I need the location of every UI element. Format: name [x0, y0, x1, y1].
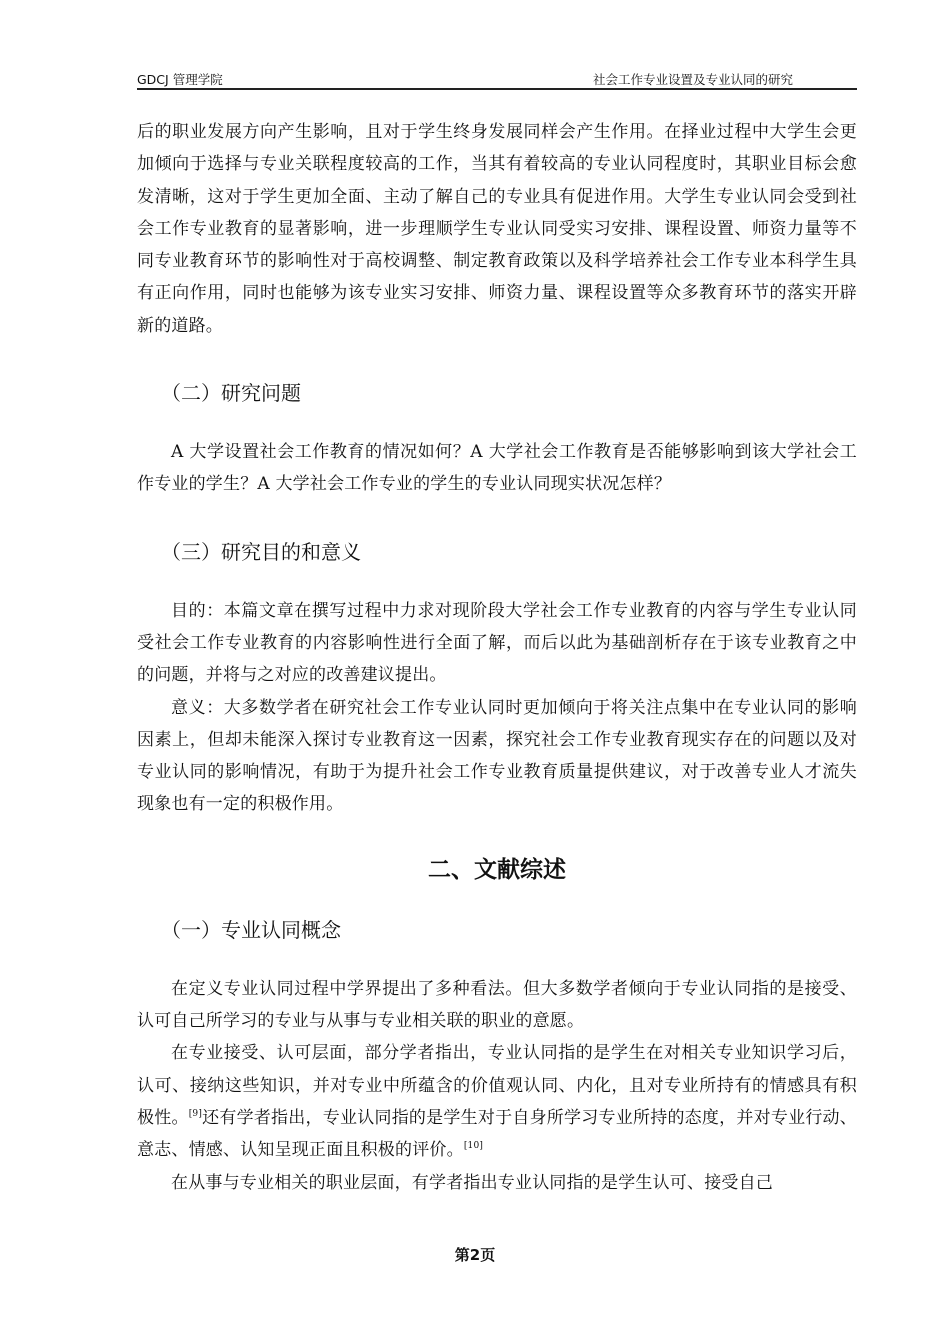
heading-research-questions: （二）研究问题: [161, 381, 301, 406]
page-header: [137, 66, 857, 90]
header-paper-title: 社会工作专业设置及专业认同的研究: [592, 72, 793, 87]
paragraph-acceptance-level: [137, 1037, 857, 1166]
text-acceptance-a: 在专业接受、认可层面，部分学者指出，专业认同指的是学生在对相关专业知识学习后，认可、接纳这些知识，并对专业中所蕴含的价值观认同、内化，且对专业所持有的情感具有积极性。: [137, 1043, 857, 1128]
citation-10: [10]: [463, 1141, 484, 1152]
paragraph-purpose: 目的：本篇文章在撰写过程中力求对现阶段大学社会工作专业教育的内容与学生专业认同受社会工作专业教育的内容影响性进行全面了解，而后以此为基础剖析存在于该专业教育之中的问题，并将与之对应的改善建议提出。: [137, 600, 857, 686]
page-body: [137, 116, 857, 1199]
paragraph-definition: 在定义专业认同过程中学界提出了多种看法。但大多数学者倾向于专业认同指的是接受、认可自己所学习的专业与从事与专业相关联的职业的意愿。: [137, 978, 857, 1032]
heading-identity-concept: （一）专业认同概念: [161, 917, 341, 942]
paragraph-continued: 后的职业发展方向产生影响，且对于学生终身发展同样会产生作用。在择业过程中大学生会更加倾向于选择与专业关联程度较高的工作，当其有着较高的专业认同程度时，其职业目标会愈发清晰，这对于学生更加全面、主动了解自己的专业具有促进作用。大学生专业认同会受到社会工作专业教育的显著影响，进一步理顺学生专业认同受实习安排、课程设置、师资力量等不同专业教育环节的影响性对于高校调整、制定教育政策以及科学培养社会工作专业本科学生具有正向作用，同时也能够为该专业实习安排、师资力量、课程设置等众多教育环节的落实开辟新的道路。: [137, 122, 857, 336]
paragraph-career-level: 在从事与专业相关的职业层面，有学者指出专业认同指的是学生认可、接受自己: [171, 1172, 773, 1193]
paragraph-significance: 意义：大多数学者在研究社会工作专业认同时更加倾向于将关注点集中在专业认同的影响因素上，但却未能深入探讨专业教育这一因素，探究社会工作专业教育现实存在的问题以及对专业认同的影响情况，有助于为提升社会工作专业教育质量提供建议，对于改善专业人才流失现象也有一定的积极作用。: [137, 697, 857, 815]
citation-9: [9]: [188, 1108, 203, 1119]
paragraph-questions: A 大学设置社会工作教育的情况如何？A 大学社会工作教育是否能够影响到该大学社会工作专业的学生？A 大学社会工作专业的学生的专业认同现实状况怎样？: [137, 442, 857, 495]
page-number: 第2页: [454, 1246, 496, 1264]
heading-literature-review: 二、文献综述: [428, 856, 566, 883]
text-acceptance-b: 还有学者指出，专业认同指的是学生对于自身所学习专业所持的态度，并对专业行动、意志、情感、认知呈现正面且积极的评价。: [137, 1107, 857, 1161]
header-institution: GDCJ 管理学院: [137, 72, 223, 87]
heading-research-purpose: （三）研究目的和意义: [161, 539, 361, 564]
